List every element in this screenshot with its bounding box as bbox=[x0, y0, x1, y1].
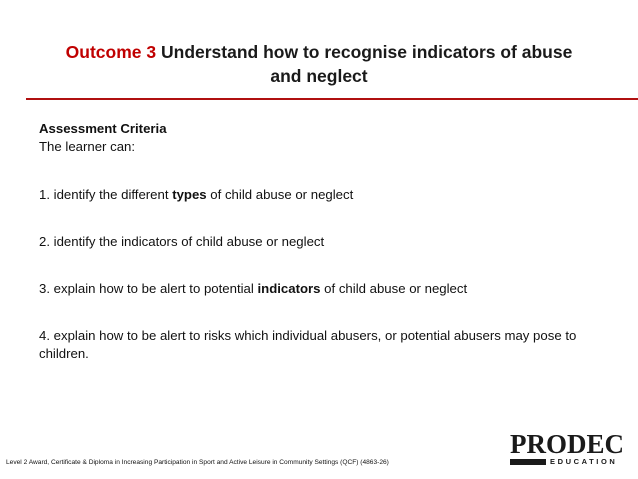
item-1-bold: types bbox=[172, 187, 207, 202]
item-1-text-end: of child abuse or neglect bbox=[206, 187, 354, 202]
criteria-item-3 bbox=[39, 280, 599, 298]
prodec-logo bbox=[508, 430, 632, 468]
item-2-text: 2. identify the indicators of child abuse or neglect bbox=[39, 234, 325, 249]
item-3-text: 3. explain how to be alert to potential bbox=[39, 281, 258, 296]
criteria-item-2 bbox=[39, 233, 599, 251]
item-3-bold: indicators bbox=[257, 281, 321, 296]
outcome-label: Outcome 3 bbox=[65, 42, 157, 62]
item-4-text: 4. explain how to be alert to risks which individual abusers, or potential abusers may pose to children. bbox=[39, 328, 577, 361]
title-line-1: Understand how to recognise indicators of abuse bbox=[161, 42, 573, 62]
item-1-text: 1. identify the different bbox=[39, 187, 173, 202]
criteria-intro: The learner can: bbox=[39, 139, 136, 154]
logo-wordmark: PRODEC bbox=[510, 429, 624, 459]
criteria-item-1 bbox=[39, 186, 599, 204]
title-divider bbox=[26, 98, 638, 100]
logo-bar bbox=[510, 459, 546, 465]
title-line-2: and neglect bbox=[270, 66, 368, 86]
assessment-criteria bbox=[39, 120, 599, 361]
item-3-text-end: of child abuse or neglect bbox=[320, 281, 468, 296]
logo-subtitle: EDUCATION bbox=[550, 457, 618, 466]
criteria-item-4 bbox=[39, 327, 599, 363]
footer-course-title: Level 2 Award, Certificate & Diploma in Increasing Participation in Sport and Active Leisure in Community Settings (QCF) (4863-26) bbox=[6, 459, 389, 466]
criteria-heading: Assessment Criteria bbox=[39, 121, 167, 136]
slide-title bbox=[40, 40, 598, 88]
